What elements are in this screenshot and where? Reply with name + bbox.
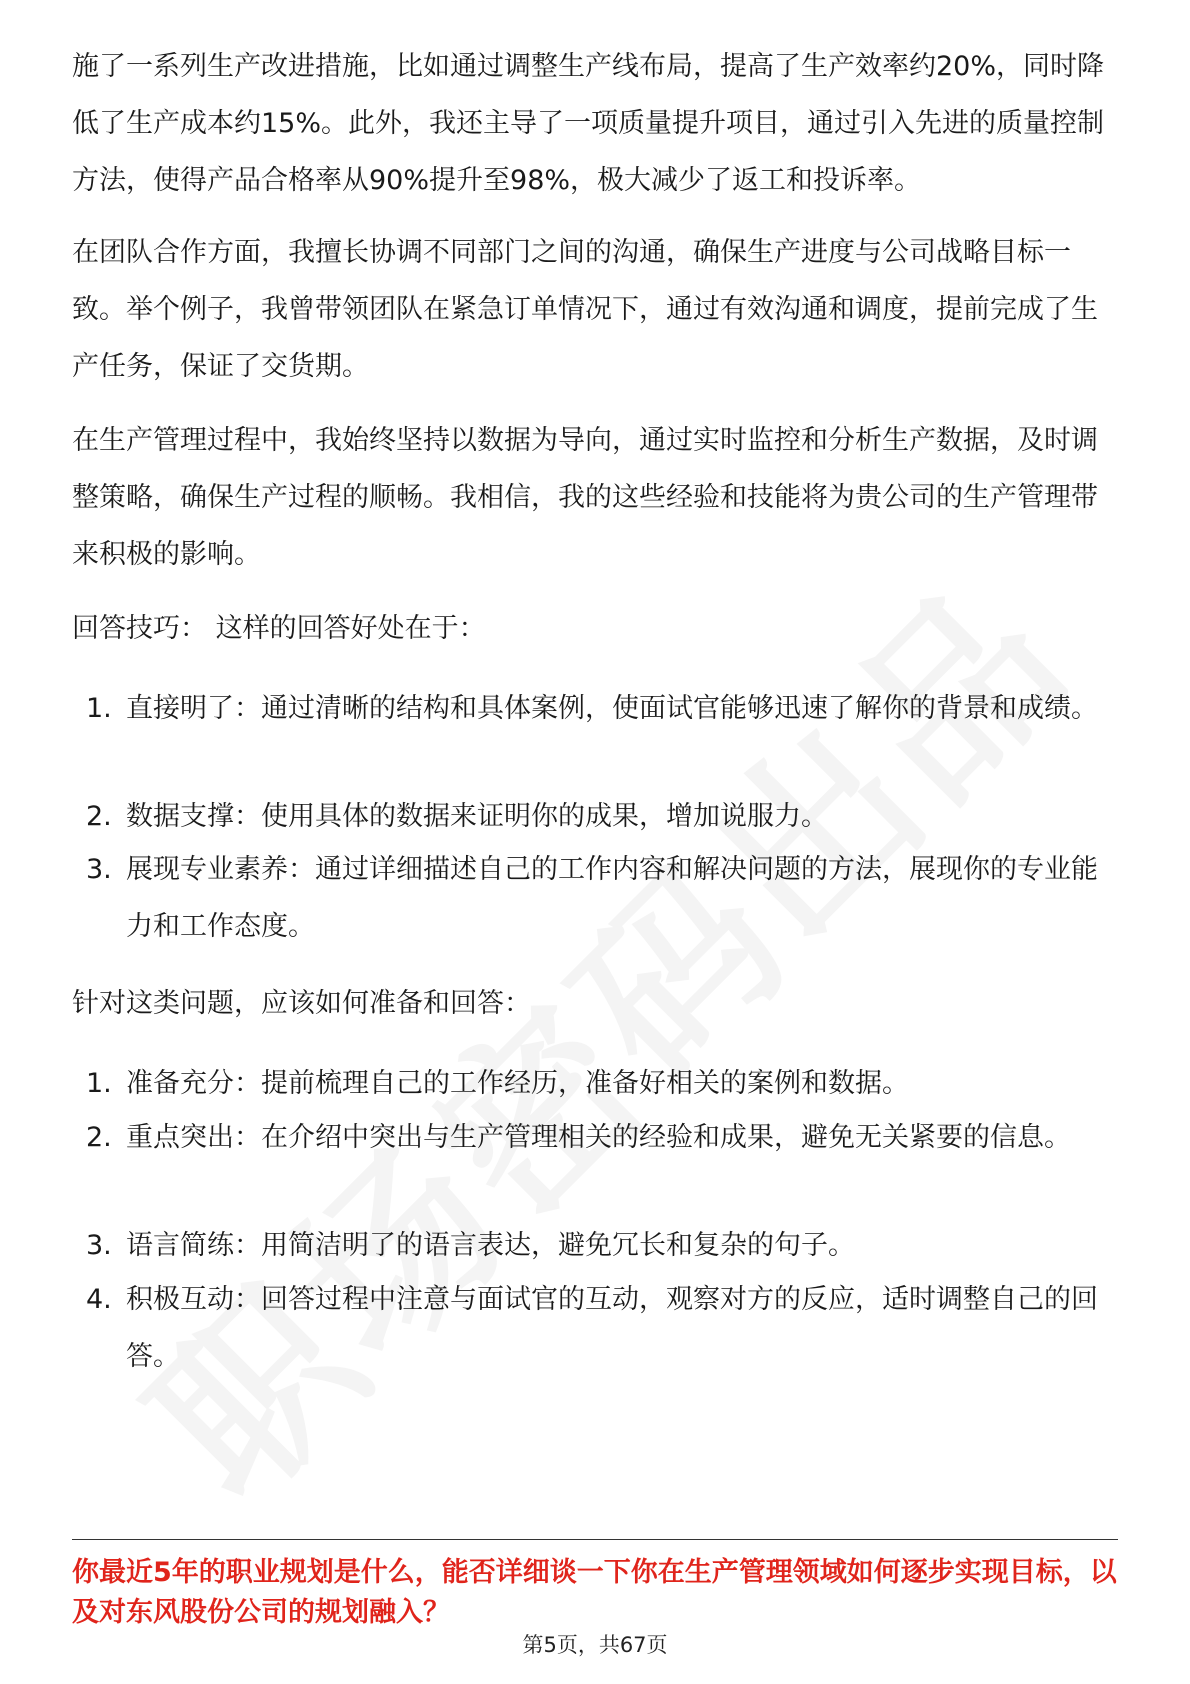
list-number: 2. <box>86 1122 112 1153</box>
list-number: 3. <box>86 1230 112 1261</box>
list-number: 1. <box>86 693 112 724</box>
list-number: 1. <box>86 1068 112 1099</box>
list-item <box>72 841 1117 955</box>
prep-heading: 针对这类问题，应该如何准备和回答： <box>72 988 531 1019</box>
list-item <box>72 1109 1117 1166</box>
list-text: 数据支撑：使用具体的数据来证明你的成果，增加说服力。 <box>126 801 828 832</box>
paragraph-data-driven: 在生产管理过程中，我始终坚持以数据为导向，通过实时监控和分析生产数据，及时调整策略，确保生产过程的顺畅。我相信，我的这些经验和技能将为贵公司的生产管理带来积极的影响。 <box>72 425 1098 570</box>
page-footer: 第5页，共67页 <box>522 1633 668 1657</box>
list-text: 准备充分：提前梳理自己的工作经历，准备好相关的案例和数据。 <box>126 1068 909 1099</box>
list-item <box>72 1055 1117 1112</box>
list-item <box>72 1217 1117 1274</box>
list-text: 语言简练：用简洁明了的语言表达，避免冗长和复杂的句子。 <box>126 1230 855 1261</box>
next-question: 你最近5年的职业规划是什么，能否详细谈一下你在生产管理领域如何逐步实现目标，以及对东风股份公司的规划融入？ <box>72 1557 1117 1628</box>
section-divider <box>72 1539 1118 1540</box>
list-item <box>72 788 1117 845</box>
list-text: 展现专业素养：通过详细描述自己的工作内容和解决问题的方法，展现你的专业能力和工作态度。 <box>126 854 1098 942</box>
tips-heading: 回答技巧： 这样的回答好处在于： <box>72 613 486 644</box>
list-item <box>72 680 1117 737</box>
list-text: 直接明了：通过清晰的结构和具体案例，使面试官能够迅速了解你的背景和成绩。 <box>126 693 1098 724</box>
list-item <box>72 1271 1117 1385</box>
list-number: 4. <box>86 1284 112 1315</box>
list-text: 积极互动：回答过程中注意与面试官的互动，观察对方的反应，适时调整自己的回答。 <box>126 1284 1098 1372</box>
list-number: 3. <box>86 854 112 885</box>
paragraph-production-improvements: 施了一系列生产改进措施，比如通过调整生产线布局，提高了生产效率约20%，同时降低了生产成本约15%。此外，我还主导了一项质量提升项目，通过引入先进的质量控制方法，使得产品合格率从90%提升至98%，极大减少了返工和投诉率。 <box>72 51 1105 196</box>
list-text: 重点突出：在介绍中突出与生产管理相关的经验和成果，避免无关紧要的信息。 <box>126 1122 1071 1153</box>
paragraph-teamwork: 在团队合作方面，我擅长协调不同部门之间的沟通，确保生产进度与公司战略目标一致。举个例子，我曾带领团队在紧急订单情况下，通过有效沟通和调度，提前完成了生产任务，保证了交货期。 <box>72 237 1098 382</box>
list-number: 2. <box>86 801 112 832</box>
